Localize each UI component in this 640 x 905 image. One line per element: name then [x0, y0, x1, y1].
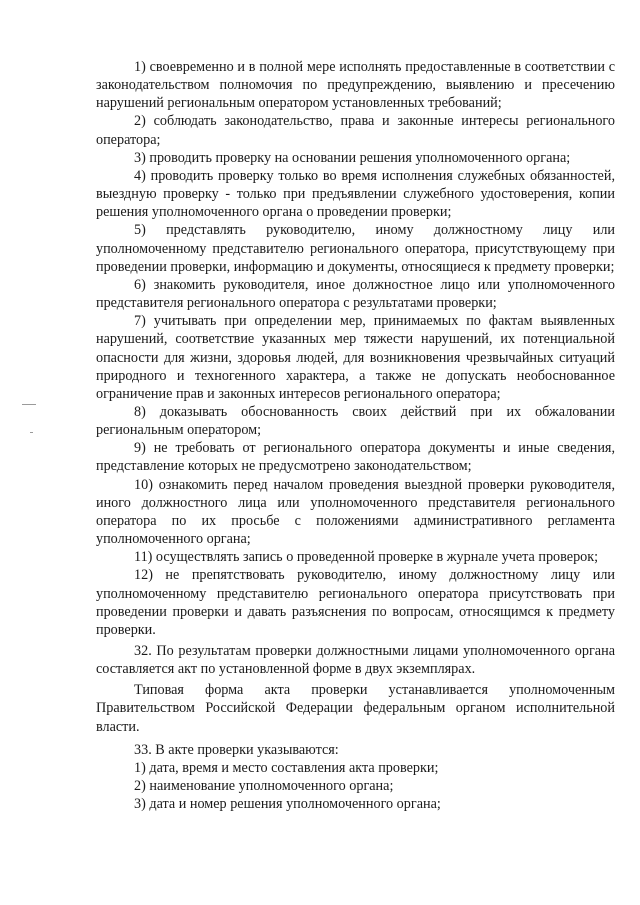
- list-item-5: 5) представлять руководителю, иному должностному лицу или уполномоченному представителю регионального оператора, присутствующему при проведении проверки, информацию и документы, относящиеся к предмету проверки;: [96, 222, 615, 275]
- list-item-2: 2) соблюдать законодательство, права и законные интересы регионального оператора;: [96, 113, 615, 148]
- list-item-3: 3) проводить проверку на основании решения уполномоченного органа;: [134, 149, 571, 166]
- list-item-12: 12) не препятствовать руководителю, иному должностному лицу или уполномоченному представителю регионального оператора присутствовать при проведении проверки и давать разъяснения по вопросам, относящимся к предмету проверки.: [96, 567, 615, 638]
- list-item-9: 9) не требовать от регионального оператора документы и иные сведения, представление которых не предусмотрено законодательством;: [96, 440, 615, 475]
- list-item-1: 1) своевременно и в полной мере исполнять предоставленные в соответствии с законодательством полномочия по предупреждению, выявлению и пресечению нарушений региональным оператором установленных требований;: [96, 59, 615, 112]
- clause-33-heading: 33. В акте проверки указываются:: [134, 741, 339, 758]
- list-item-4: 4) проводить проверку только во время исполнения служебных обязанностей, выездную проверку - только при предъявлении служебного удостоверения, копии решения уполномоченного органа о проведении проверки;: [96, 167, 615, 221]
- document-page: [96, 58, 615, 813]
- clause-33-item-3: 3) дата и номер решения уполномоченного органа;: [134, 796, 441, 813]
- clause-32-form-note: Типовая форма акта проверки устанавливается уполномоченным Правительством Российской Федерации федеральным органом исполнительной власти.: [96, 682, 615, 735]
- scan-artifact-left-dot: [30, 432, 33, 433]
- list-item-7: 7) учитывать при определении мер, принимаемых по фактам выявленных нарушений, соответствие указанных мер тяжести нарушений, их потенциальной опасности для жизни, здоровья людей, для возникновения чрезвычайных ситуаций природного и техногенного характера, а также не допускать необоснованное ограничение прав и законных интересов регионального оператора;: [96, 313, 615, 402]
- list-item-8: 8) доказывать обоснованность своих действий при их обжаловании региональным оператором;: [96, 403, 615, 439]
- list-item-10: 10) ознакомить перед началом проведения выездной проверки руководителя, иного должностного лица или уполномоченного представителя регионального оператора по их просьбе с положениями административного регламента уполномоченного органа;: [96, 476, 615, 548]
- clause-33-item-1: 1) дата, время и место составления акта проверки;: [134, 759, 439, 776]
- clause-33-item-2: 2) наименование уполномоченного органа;: [134, 778, 394, 795]
- scan-artifact-left: [22, 404, 36, 405]
- list-item-6: 6) знакомить руководителя, иное должностное лицо или уполномоченного представителя регионального оператора с результатами проверки;: [96, 276, 615, 312]
- clause-32: 32. По результатам проверки должностными лицами уполномоченного органа составляется акт по установленной форме в двух экземплярах.: [96, 643, 615, 678]
- list-item-11: 11) осуществлять запись о проведенной проверке в журнале учета проверок;: [134, 549, 599, 566]
